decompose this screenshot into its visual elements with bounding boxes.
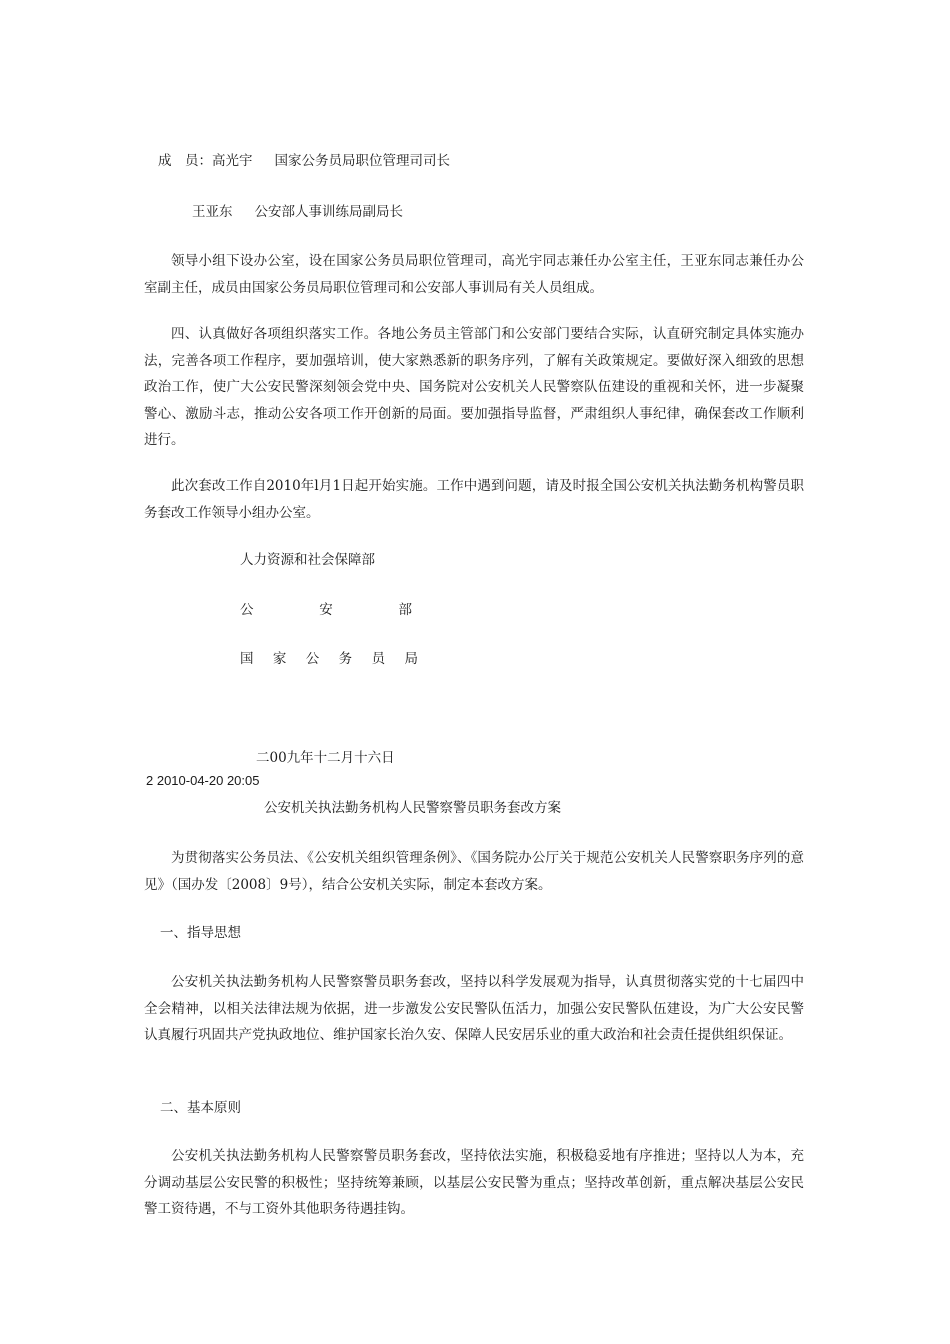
office-paragraph: 领导小组下设办公室，设在国家公务员局职位管理司，高光宇同志兼任办公室主任，王亚东同志兼任办公室副主任，成员由国家公务员局职位管理司和公安部人事训局有关人员组成。 — [144, 253, 804, 296]
signatory-3-char: 员 — [371, 651, 386, 667]
member-2-title: 公安部人事训练局副局长 — [254, 204, 403, 220]
date-line: 二00九年十二月十六日 — [256, 750, 395, 766]
post-header: 2 2010-04-20 20:05 — [146, 773, 260, 788]
member-1-name: 高光宇 — [212, 153, 253, 169]
signatory-3-char: 务 — [338, 651, 353, 667]
section-1-paragraph: 公安机关执法勤务机构人民警察警员职务套改，坚持以科学发展观为指导，认真贯彻落实党的十七届四中全会精神，以相关法律法规为依据，进一步激发公安民警队伍活力，加强公安民警队伍建设，为广大公安民警认真履行巩固共产党执政地位、维护国家长治久安、保障人民安居乐业的重大政治和社会责任提供组织保证。 — [144, 974, 804, 1043]
signatory-2-char: 安 — [319, 602, 333, 618]
section-2-heading: 二、基本原则 — [160, 1100, 241, 1116]
members-label: 成 员： — [158, 153, 212, 169]
signatory-3 — [240, 646, 418, 672]
signatory-1: 人力资源和社会保障部 — [240, 552, 375, 568]
signatory-2-char: 部 — [398, 602, 412, 618]
section-1-heading: 一、指导思想 — [160, 925, 241, 941]
signatory-3-char: 局 — [404, 651, 418, 667]
document-title: 公安机关执法勤务机构人民警察警员职务套改方案 — [264, 800, 561, 816]
member-2-name: 王亚东 — [192, 204, 233, 220]
member-1-title: 国家公务员局职位管理司司长 — [274, 153, 450, 169]
signatory-2 — [240, 597, 412, 623]
implementation-paragraph: 此次套改工作自2010年l月1日起开始实施。工作中遇到问题，请及时报全国公安机关执法勤务机构警员职务套改工作领导小组办公室。 — [144, 478, 804, 521]
signatory-3-char: 国 — [240, 651, 254, 667]
signatory-3-char: 家 — [272, 651, 287, 667]
signatory-2-char: 公 — [240, 602, 254, 618]
signatory-3-char: 公 — [305, 651, 320, 667]
intro-paragraph: 为贯彻落实公务员法、《公安机关组织管理条例》、《国务院办公厅关于规范公安机关人民警察职务序列的意见》（国办发〔2008〕9号），结合公安机关实际，制定本套改方案。 — [144, 850, 804, 893]
section-2-paragraph: 公安机关执法勤务机构人民警察警员职务套改，坚持依法实施，积极稳妥地有序推进；坚持以人为本，充分调动基层公安民警的积极性；坚持统筹兼顾，以基层公安民警为重点；坚持改革创新，重点解决基层公安民警工资待遇，不与工资外其他职务待遇挂钩。 — [144, 1148, 804, 1217]
member-line-2 — [192, 199, 852, 225]
section-4-paragraph: 四、认真做好各项组织落实工作。各地公务员主管部门和公安部门要结合实际，认直研究制定具体实施办法，完善各项工作程序，要加强培训，使大家熟悉新的职务序列，了解有关政策规定。要做好深入细致的思想政治工作，使广大公安民警深刻领会党中央、国务院对公安机关人民警察队伍建设的重视和关怀，进一步凝聚警心、激励斗志，推动公安各项工作开创新的局面。要加强指导监督，严肃组织人事纪律，确保套改工作顺利进行。 — [144, 326, 804, 448]
member-line-1 — [158, 148, 818, 174]
